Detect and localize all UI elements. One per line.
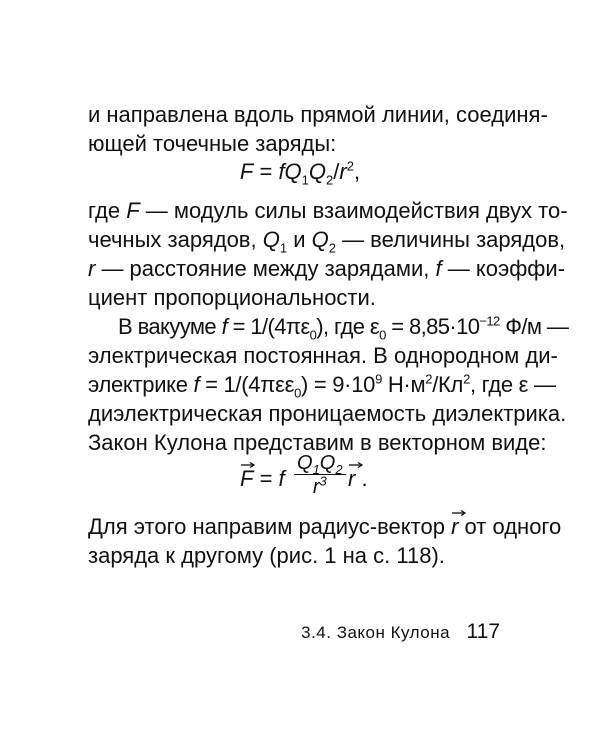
text-line-15: заряда к другому (рис. 1 на с. 118). xyxy=(88,543,445,568)
text-line-12: Закон Кулона представим в векторном виде: xyxy=(88,430,547,455)
running-footer xyxy=(300,620,500,644)
text-line-4: где F — модуль силы взаимодействия двух то- xyxy=(88,198,568,223)
text-line-11: диэлектрическая проницаемость диэлектрика. xyxy=(88,401,567,426)
formula-fraction: $\frac{Q_1Q_2}{r^3}$ xyxy=(294,452,346,499)
page-number: 117 xyxy=(466,620,500,643)
text-line-9: электрическая постоянная. В однородном ди- xyxy=(88,343,558,368)
force-vector-symbol: F xyxy=(240,464,253,493)
text-line-1: и направлена вдоль прямой линии, соединя- xyxy=(88,102,548,127)
text-line-14: Для этого направим радиус-вектор r от одного xyxy=(88,512,500,541)
text-line-10: электрике $f = 1/(4\pi\varepsilon\varepsilon_0) = 9\cdot 10^9$ $Н\cdot м^2/Кл^2$, где ε — xyxy=(88,371,556,401)
text-line-6: r — расстояние между зарядами, f — коэффи- xyxy=(88,256,566,281)
radius-vector-symbol: r xyxy=(348,464,355,493)
text-line-2: ющей точечные заряды: xyxy=(88,131,337,156)
coulomb-formula-vector: F = f $\frac{Q_1Q_2}{r^3}$ r . xyxy=(240,452,368,498)
text-line-8: В вакууме $f = 1/(4\pi\varepsilon_0)$, где $\varepsilon_0 = 8,85\cdot 10^{-12}$ Ф/м — xyxy=(118,313,569,343)
coulomb-formula-scalar xyxy=(0,157,600,186)
formula-scalar-image: $F = fQ_1Q_2/r^2$, xyxy=(239,158,361,188)
section-title: 3.4. Закон Кулона xyxy=(301,623,451,642)
radius-vector-inline: r xyxy=(451,512,458,541)
text-line-7: циент пропорциональности. xyxy=(88,285,376,310)
text-line-5: чечных зарядов, $Q_1$ и $Q_2$ — величины зарядов, xyxy=(88,227,566,256)
